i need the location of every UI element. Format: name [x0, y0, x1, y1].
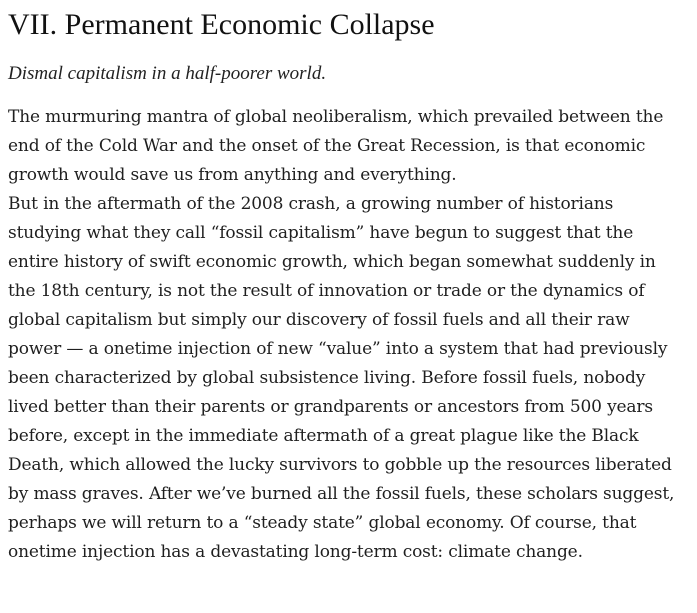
- body-paragraph: But in the aftermath of the 2008 crash, a growing number of historians studying what they call “fossil capitalism” have begun to suggest that the entire history of swift economic growth, which began somewhat suddenly in the 18th century, is not the result of innovation or trade or the dynamics of global capitalism but simply our discovery of fossil fuels and all their raw power — a onetime injection of new “value” into a system that had previously been characterized by global subsistence living. Before fossil fuels, nobody lived better than their parents or grandparents or ancestors from 500 years before, except in the immediate aftermath of a great plague like the Black Death, which allowed the lucky survivors to gobble up the resources liberated by mass graves. After we’ve burned all the fossil fuels, these scholars suggest, perhaps we will return to a “steady state” global economy. Of course, that onetime injection has a devastating long-term cost: climate change.: [8, 194, 675, 562]
- section-dek: Dismal capitalism in a half-poorer world.: [8, 63, 327, 84]
- article-body: [8, 103, 680, 567]
- article: [8, 0, 680, 567]
- body-paragraph: The murmuring mantra of global neoliberalism, which prevailed between the end of the Cold War and the onset of the Great Recession, is that economic growth would save us from anything and everything.: [8, 107, 664, 185]
- section-heading: VII. Permanent Economic Collapse: [8, 8, 435, 41]
